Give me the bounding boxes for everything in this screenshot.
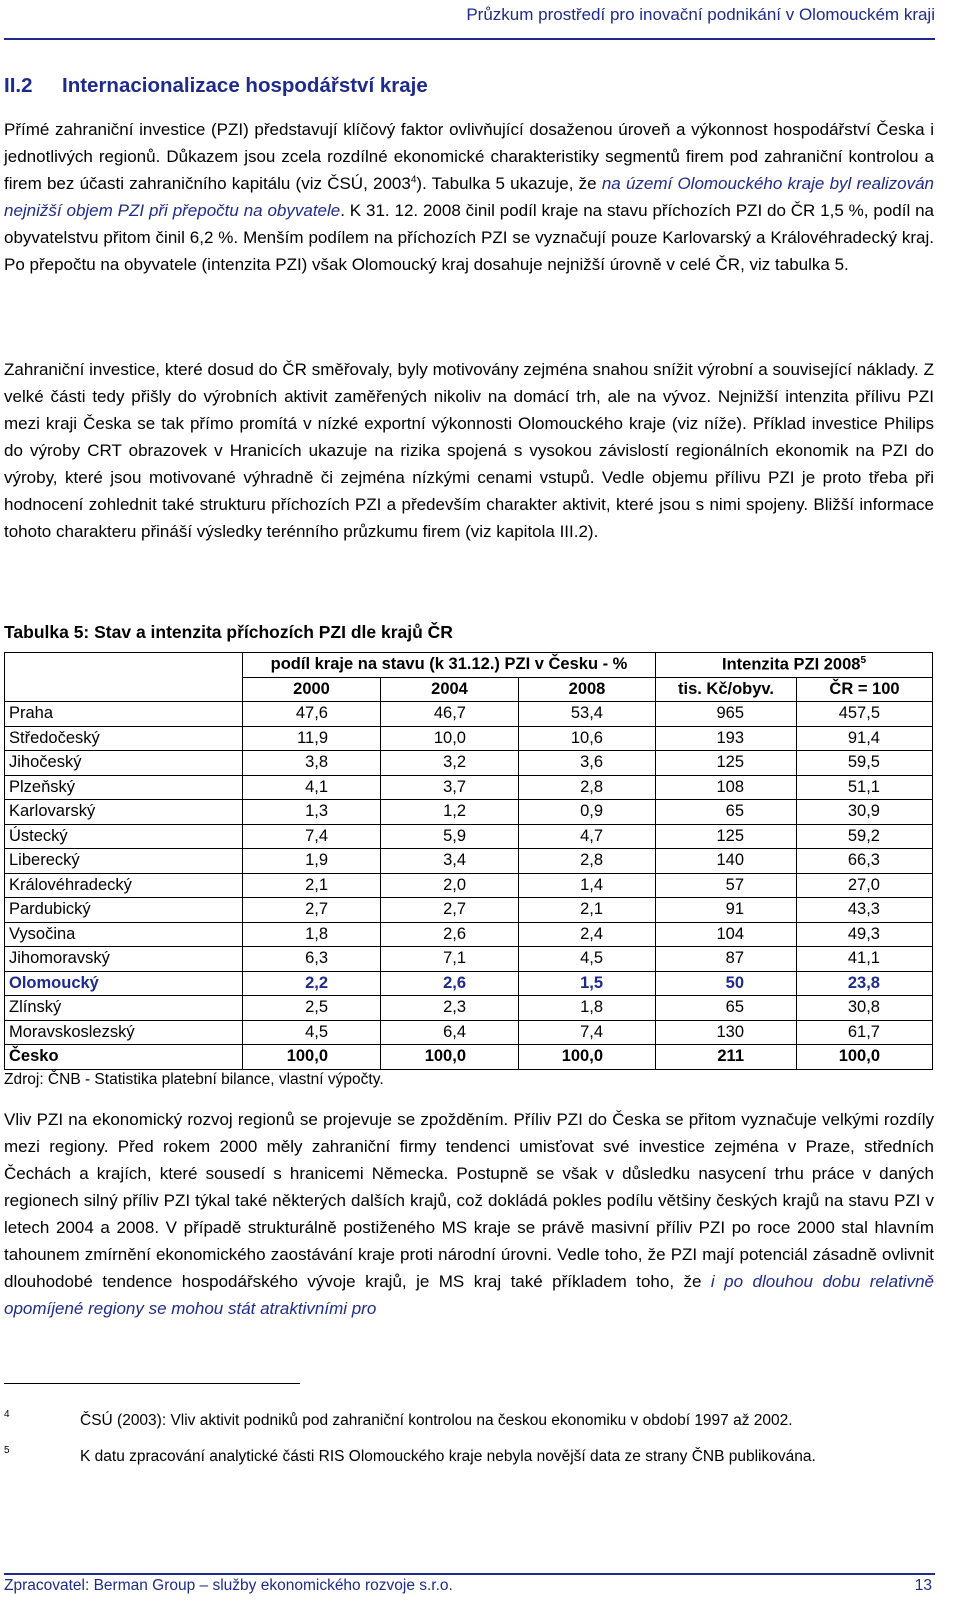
value-cell-v2004: 3,7	[381, 775, 519, 800]
region-name-cell: Jihomoravský	[5, 947, 243, 972]
table-row	[5, 996, 933, 1021]
paragraph-1-text-c: . K 31. 12. 2008 činil podíl kraje na stavu příchozích PZI do ČR 1,5 %, podíl na obyvatelstvu přitom činil 6,2 %. Menším podílem na příchozích PZI se vyznačují pouze Karlovarský a Královéhradecký kraj. Po přepočtu na obyvatele (intenzita PZI) však Olomoucký kraj dosahuje nejnižší úrovně v celé ČR, viz tabulka 5.	[4, 201, 934, 274]
table-row	[5, 824, 933, 849]
table-row	[5, 971, 933, 996]
value-cell-v2004: 3,2	[381, 751, 519, 776]
table-source: Zdroj: ČNB - Statistika platební bilance, vlastní výpočty.	[4, 1071, 384, 1088]
value-cell-v2000: 1,3	[243, 800, 381, 825]
value-cell-tis: 91	[656, 898, 797, 923]
paragraph-3	[4, 1106, 934, 1322]
region-name-cell: Česko	[5, 1045, 243, 1070]
table-row	[5, 922, 933, 947]
value-cell-cr: 59,2	[797, 824, 933, 849]
group-header-share: podíl kraje na stavu (k 31.12.) PZI v Česku - %	[243, 653, 656, 678]
footnote-ref-5: 5	[860, 655, 867, 666]
region-name-cell: Praha	[5, 702, 243, 727]
footnote-4	[4, 1408, 934, 1434]
value-cell-cr: 23,8	[797, 971, 933, 996]
value-cell-v2000: 1,9	[243, 849, 381, 874]
value-cell-tis: 193	[656, 726, 797, 751]
value-cell-v2000: 100,0	[243, 1045, 381, 1070]
value-cell-v2000: 2,2	[243, 971, 381, 996]
column-header: ČR = 100	[797, 677, 933, 702]
value-cell-v2004: 7,1	[381, 947, 519, 972]
value-cell-cr: 457,5	[797, 702, 933, 727]
value-cell-cr: 27,0	[797, 873, 933, 898]
value-cell-v2008: 1,4	[519, 873, 656, 898]
region-name-cell: Středočeský	[5, 726, 243, 751]
value-cell-v2004: 2,0	[381, 873, 519, 898]
footnote-ref-4: 4	[410, 174, 417, 186]
value-cell-v2004: 2,6	[381, 971, 519, 996]
region-name-cell: Královéhradecký	[5, 873, 243, 898]
region-name-cell: Plzeňský	[5, 775, 243, 800]
value-cell-v2008: 3,6	[519, 751, 656, 776]
value-cell-cr: 100,0	[797, 1045, 933, 1070]
value-cell-v2004: 6,4	[381, 1020, 519, 1045]
table-corner-cell	[5, 653, 243, 702]
value-cell-v2004: 2,7	[381, 898, 519, 923]
value-cell-cr: 30,9	[797, 800, 933, 825]
value-cell-tis: 125	[656, 751, 797, 776]
section-heading	[4, 74, 934, 98]
fdi-table	[4, 652, 933, 1070]
value-cell-v2008: 2,8	[519, 775, 656, 800]
value-cell-v2004: 5,9	[381, 824, 519, 849]
value-cell-v2000: 3,8	[243, 751, 381, 776]
table-row	[5, 873, 933, 898]
value-cell-v2008: 1,5	[519, 971, 656, 996]
paragraph-2: Zahraniční investice, které dosud do ČR směřovaly, byly motivovány zejména snahou snížit výrobní a související náklady. Z velké části tedy přišly do výrobních aktivit zaměřených nikoliv na domácí trh, ale na vývoz. Nejnižší intenzita přílivu PZI mezi kraji Česka se tak přímo promítá v nízké exportní výkonnosti Olomouckého kraje (viz níže). Příklad investice Philips do výroby CRT obrazovek v Hranicích ukazuje na rizika spojená s vysokou závislostí regionálních ekonomik na PZI do výroby, které jsou motivované výhradně či zejména nízkými cenami vstupů. Vedle objemu přílivu PZI je proto třeba při hodnocení zohlednit také strukturu příchozích PZI a především charakter aktivit, které jsou s nimi spojeny. Bližší informace tohoto charakteru přináší výsledky terénního průzkumu firem (viz kapitola III.2).	[4, 360, 934, 541]
footnote-mark: 5	[4, 1445, 10, 1456]
region-name-cell: Ústecký	[5, 824, 243, 849]
region-name-cell: Zlínský	[5, 996, 243, 1021]
value-cell-v2008: 2,1	[519, 898, 656, 923]
paragraph-1-emphasis: na území Olomouckého kraje byl realizován nejnižší objem PZI při přepočtu na obyvatele	[4, 174, 935, 220]
value-cell-v2000: 11,9	[243, 726, 381, 751]
table-row	[5, 751, 933, 776]
value-cell-v2008: 2,8	[519, 849, 656, 874]
value-cell-v2000: 6,3	[243, 947, 381, 972]
value-cell-cr: 66,3	[797, 849, 933, 874]
value-cell-v2008: 100,0	[519, 1045, 656, 1070]
footnote-text: ČSÚ (2003): Vliv aktivit podniků pod zahraniční kontrolou na českou ekonomiku v období 1997 až 2002.	[80, 1412, 793, 1429]
value-cell-v2004: 100,0	[381, 1045, 519, 1070]
page-number: 13	[914, 1577, 932, 1594]
table-row	[5, 800, 933, 825]
table-row	[5, 726, 933, 751]
value-cell-cr: 59,5	[797, 751, 933, 776]
value-cell-v2004: 10,0	[381, 726, 519, 751]
value-cell-v2000: 2,7	[243, 898, 381, 923]
paragraph-1-text-a: Přímé zahraniční investice (PZI) představují klíčový faktor ovlivňující dosaženou úroveň a výkonnost hospodářství Česka i jednotlivých regionů. Důkazem jsou zcela rozdílné ekonomické charakteristiky segmentů firem pod zahraniční kontrolou a firem bez účasti zahraničního kapitálu (viz ČSÚ, 2003	[4, 120, 934, 193]
footnote-mark: 4	[4, 1409, 10, 1420]
value-cell-v2000: 2,5	[243, 996, 381, 1021]
value-cell-v2000: 1,8	[243, 922, 381, 947]
paragraph-1-text-b: ). Tabulka 5 ukazuje, že	[416, 174, 602, 193]
value-cell-v2008: 10,6	[519, 726, 656, 751]
table-row	[5, 702, 933, 727]
value-cell-tis: 65	[656, 996, 797, 1021]
value-cell-tis: 965	[656, 702, 797, 727]
value-cell-v2000: 4,1	[243, 775, 381, 800]
value-cell-cr: 91,4	[797, 726, 933, 751]
group-header-intensity-label: Intenzita PZI 2008	[721, 655, 861, 674]
value-cell-tis: 140	[656, 849, 797, 874]
value-cell-v2008: 2,4	[519, 922, 656, 947]
value-cell-cr: 43,3	[797, 898, 933, 923]
region-name-cell: Moravskoslezský	[5, 1020, 243, 1045]
footer-rule	[4, 1573, 935, 1575]
value-cell-v2004: 3,4	[381, 849, 519, 874]
region-name-cell: Olomoucký	[5, 971, 243, 996]
column-header: 2008	[519, 677, 656, 702]
value-cell-tis: 57	[656, 873, 797, 898]
value-cell-cr: 61,7	[797, 1020, 933, 1045]
value-cell-tis: 50	[656, 971, 797, 996]
group-header-intensity	[656, 653, 933, 678]
value-cell-cr: 41,1	[797, 947, 933, 972]
value-cell-v2000: 7,4	[243, 824, 381, 849]
value-cell-tis: 211	[656, 1045, 797, 1070]
section-number: II.2	[4, 74, 33, 97]
footnote-text: K datu zpracování analytické části RIS Olomouckého kraje nebyla novější data ze strany ČNB publikována.	[80, 1448, 816, 1465]
value-cell-v2008: 53,4	[519, 702, 656, 727]
value-cell-v2004: 2,3	[381, 996, 519, 1021]
table-body	[5, 702, 933, 1070]
region-name-cell: Pardubický	[5, 898, 243, 923]
value-cell-cr: 30,8	[797, 996, 933, 1021]
footnote-separator	[4, 1383, 300, 1384]
value-cell-v2008: 7,4	[519, 1020, 656, 1045]
region-name-cell: Vysočina	[5, 922, 243, 947]
region-name-cell: Karlovarský	[5, 800, 243, 825]
table-row	[5, 1020, 933, 1045]
table-caption: Tabulka 5: Stav a intenzita příchozích PZI dle krajů ČR	[4, 622, 453, 642]
value-cell-v2008: 0,9	[519, 800, 656, 825]
table-row	[5, 775, 933, 800]
table-row	[5, 1045, 933, 1070]
table-row	[5, 947, 933, 972]
value-cell-v2004: 1,2	[381, 800, 519, 825]
table-group-header-row	[5, 653, 933, 678]
value-cell-v2000: 47,6	[243, 702, 381, 727]
running-header: Průzkum prostředí pro inovační podnikání v Olomouckém kraji	[466, 5, 935, 24]
region-name-cell: Liberecký	[5, 849, 243, 874]
header-rule	[4, 38, 935, 40]
region-name-cell: Jihočeský	[5, 751, 243, 776]
section-title: Internacionalizace hospodářství kraje	[62, 74, 428, 97]
table-row	[5, 898, 933, 923]
value-cell-v2008: 4,7	[519, 824, 656, 849]
value-cell-v2000: 2,1	[243, 873, 381, 898]
value-cell-cr: 49,3	[797, 922, 933, 947]
value-cell-tis: 65	[656, 800, 797, 825]
value-cell-cr: 51,1	[797, 775, 933, 800]
column-header: 2000	[243, 677, 381, 702]
paragraph-3-emphasis: i po dlouhou dobu relativně opomíjené regiony se mohou stát atraktivními pro	[4, 1272, 934, 1318]
value-cell-v2008: 1,8	[519, 996, 656, 1021]
column-header: 2004	[381, 677, 519, 702]
footer-author: Zpracovatel: Berman Group – služby ekonomického rozvoje s.r.o.	[4, 1577, 453, 1594]
column-header: tis. Kč/obyv.	[656, 677, 797, 702]
table-row	[5, 849, 933, 874]
value-cell-tis: 104	[656, 922, 797, 947]
value-cell-v2000: 4,5	[243, 1020, 381, 1045]
paragraph-3-text: Vliv PZI na ekonomický rozvoj regionů se projevuje se zpožděním. Příliv PZI do Česka se přitom vyznačuje velkými rozdíly mezi regiony. Před rokem 2000 měly zahraniční firmy tendenci umisťovat své investice zejména v Praze, středních Čechách a krajích, které sousedí s hranicemi Německa. Postupně se však v důsledku nasycení trhu práce v daných regionech silný příliv PZI týkal také některých dalších krajů, což dokládá pokles podílu většiny českých krajů na stavu PZI v letech 2004 a 2008. V případě strukturálně postiženého MS kraje se právě masivní příliv PZI po roce 2000 stal hlavním tahounem zmírnění ekonomického zaostávání kraje proti národní úrovni. Vedle toho, že PZI mají potenciál zásadně ovlivnit dlouhodobé tendence hospodářského vývoje krajů, je MS kraj také příkladem toho, že	[4, 1110, 934, 1291]
value-cell-tis: 125	[656, 824, 797, 849]
paragraph-1	[4, 116, 934, 278]
value-cell-tis: 87	[656, 947, 797, 972]
value-cell-v2004: 2,6	[381, 922, 519, 947]
value-cell-tis: 130	[656, 1020, 797, 1045]
footnote-5	[4, 1444, 934, 1470]
value-cell-tis: 108	[656, 775, 797, 800]
value-cell-v2004: 46,7	[381, 702, 519, 727]
value-cell-v2008: 4,5	[519, 947, 656, 972]
